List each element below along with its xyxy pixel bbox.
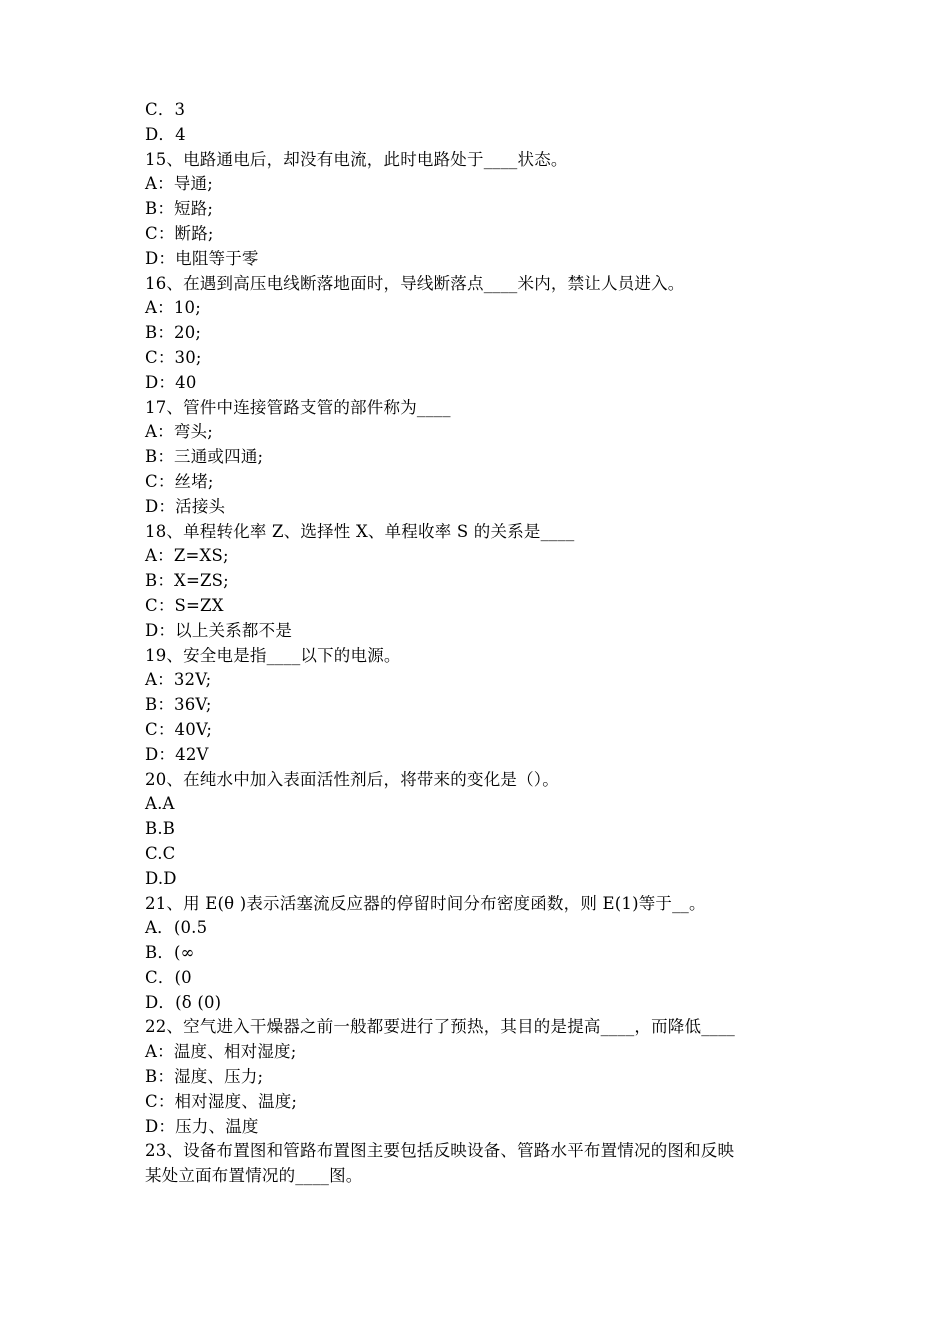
question-15: 15、电路通电后，却没有电流，此时电路处于____状态。 <box>145 149 568 169</box>
q21-option-d: D．(δ (0) <box>145 992 222 1012</box>
question-18: 18、单程转化率 Z、选择性 X、单程收率 S 的关系是____ <box>145 521 575 541</box>
q21-option-b: B．(∞ <box>145 943 195 963</box>
q19-option-c: C：40V; <box>145 719 213 739</box>
q22-option-c: C：相对湿度、温度; <box>145 1091 298 1111</box>
q18-option-b: B：X=ZS; <box>145 571 229 591</box>
q22-option-b: B：湿度、压力; <box>145 1067 264 1087</box>
q15-option-a: A：导通; <box>145 174 213 194</box>
q18-option-a: A：Z=XS; <box>145 546 229 566</box>
q15-option-b: B：短路; <box>145 199 214 219</box>
q16-option-d: D：40 <box>145 372 197 392</box>
q22-option-d: D：压力、温度 <box>145 1116 259 1136</box>
q20-option-b: B.B <box>145 819 176 839</box>
q22-option-a: A：温度、相对湿度; <box>145 1042 297 1062</box>
q16-option-a: A：10; <box>145 298 201 318</box>
question-21: 21、用 E(θ )表示活塞流反应器的停留时间分布密度函数，则 E(1)等于__。 <box>145 893 706 913</box>
q19-option-a: A：32V; <box>145 670 212 690</box>
q18-option-d: D：以上关系都不是 <box>145 620 293 640</box>
q20-option-a: A.A <box>145 794 175 814</box>
q15-option-d: D：电阻等于零 <box>145 248 259 268</box>
q17-option-b: B：三通或四通; <box>145 447 264 467</box>
question-20: 20、在纯水中加入表面活性剂后，将带来的变化是（）。 <box>145 769 559 789</box>
question-16: 16、在遇到高压电线断落地面时，导线断落点____米内，禁让人员进入。 <box>145 273 685 293</box>
question-23: 23、设备布置图和管路布置图主要包括反映设备、管路水平布置情况的图和反映 <box>145 1141 735 1161</box>
q17-option-c: C：丝堵; <box>145 471 214 491</box>
document-page <box>145 98 815 1189</box>
q17-option-d: D：活接头 <box>145 496 226 516</box>
q19-option-d: D：42V <box>145 744 209 764</box>
option-c-line: C．3 <box>145 100 186 119</box>
q21-option-c: C．(0 <box>145 967 192 987</box>
q21-option-a: A．(0.5 <box>145 918 208 938</box>
q15-option-c: C：断路; <box>145 223 214 243</box>
question-23-continued: 某处立面布置情况的____图。 <box>145 1166 363 1186</box>
question-22: 22、空气进入干燥器之前一般都要进行了预热，其目的是提高____，而降低____ <box>145 1017 735 1037</box>
option-d-line: D．4 <box>145 124 186 144</box>
q19-option-b: B：36V; <box>145 695 212 715</box>
question-17: 17、管件中连接管路支管的部件称为____ <box>145 397 451 417</box>
q20-option-c: C.C <box>145 843 176 863</box>
q16-option-c: C：30; <box>145 347 202 367</box>
q18-option-c: C：S=ZX <box>145 595 224 615</box>
q17-option-a: A：弯头; <box>145 422 213 442</box>
question-19: 19、安全电是指____以下的电源。 <box>145 645 401 665</box>
q20-option-d: D.D <box>145 868 177 888</box>
q16-option-b: B：20; <box>145 323 202 343</box>
